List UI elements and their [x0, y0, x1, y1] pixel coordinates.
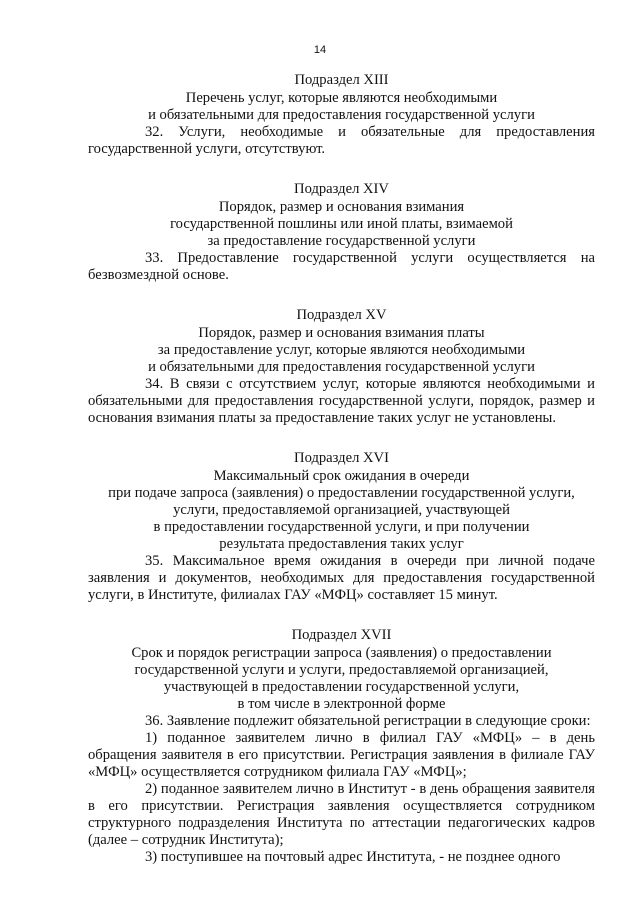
section-title-line: услуги, предоставляемой организацией, участвующей	[173, 502, 510, 518]
section-title-line: за предоставление услуг, которые являются необходимыми	[157, 342, 526, 358]
section-xvi	[88, 450, 595, 604]
paragraph-32: 32. Услуги, необходимые и обязательные для предоставления государственной услуги, отсутствуют.	[88, 124, 595, 157]
section-title-line: результата предоставления таких услуг	[219, 536, 464, 552]
page-number: 14	[313, 44, 327, 56]
section-heading: Подраздел XV	[296, 307, 387, 323]
paragraph-33: 33. Предоставление государственной услуги осуществляется на безвозмездной основе.	[88, 250, 595, 283]
section-title-line: в том числе в электронной форме	[237, 696, 446, 712]
section-title-line: государственной пошлины или иной платы, взимаемой	[170, 216, 513, 232]
section-xvii	[88, 627, 595, 866]
section-title-line: Порядок, размер и основания взимания платы	[198, 325, 485, 341]
section-xv	[88, 307, 595, 427]
section-title-line: за предоставление государственной услуги	[207, 233, 476, 249]
paragraph-36: 36. Заявление подлежит обязательной регистрации в следующие сроки:	[145, 713, 591, 729]
section-title-line: Порядок, размер и основания взимания	[218, 199, 465, 215]
section-title-line: Перечень услуг, которые являются необходимыми	[185, 90, 498, 106]
section-title-line: Срок и порядок регистрации запроса (заявления) о предоставлении	[131, 645, 552, 661]
section-heading: Подраздел XVII	[291, 627, 392, 643]
section-heading: Подраздел XIII	[294, 72, 389, 88]
section-title-line: в предоставлении государственной услуги, и при получении	[153, 519, 530, 535]
section-title-line: и обязательными для предоставления государственной услуги	[148, 359, 535, 375]
section-title-line: государственной услуги и услуги, предоставляемой организацией,	[134, 662, 549, 678]
page-content	[88, 72, 595, 889]
section-title-line: и обязательными для предоставления государственной услуги	[148, 107, 535, 123]
section-title-line: Максимальный срок ожидания в очереди	[213, 468, 470, 484]
list-item: 1) поданное заявителем лично в филиал ГАУ «МФЦ» – в день обращения заявителя в его присутствии. Регистрация заявления в филиале ГАУ «МФЦ» осуществляется сотрудником филиала ГАУ «МФЦ»;	[88, 730, 595, 780]
paragraph-34: 34. В связи с отсутствием услуг, которые являются необходимыми и обязательными для предоставления государственной услуги, порядок, размер и основания взимания платы за предоставление таких услуг не установлены.	[88, 376, 595, 426]
section-xiii	[88, 72, 595, 158]
list-item: 3) поступившее на почтовый адрес Института, - не позднее одного	[145, 849, 561, 865]
paragraph-35: 35. Максимальное время ожидания в очереди при личной подаче заявления и документов, необходимых для предоставления государственной услуги, в Институте, филиалах ГАУ «МФЦ» составляет 15 минут.	[88, 553, 595, 603]
section-heading: Подраздел XVI	[294, 450, 389, 466]
list-item: 2) поданное заявителем лично в Институт - в день обращения заявителя в его присутствии. Регистрация заявления осуществляется сотрудником структурного подразделения Института по аттестации педагогических кадров (далее – сотрудник Института);	[88, 781, 595, 848]
section-xiv	[88, 181, 595, 284]
section-title-line: при подаче запроса (заявления) о предоставлении государственной услуги,	[108, 485, 575, 501]
section-heading: Подраздел XIV	[294, 181, 389, 197]
section-title-line: участвующей в предоставлении государственной услуги,	[163, 679, 520, 695]
